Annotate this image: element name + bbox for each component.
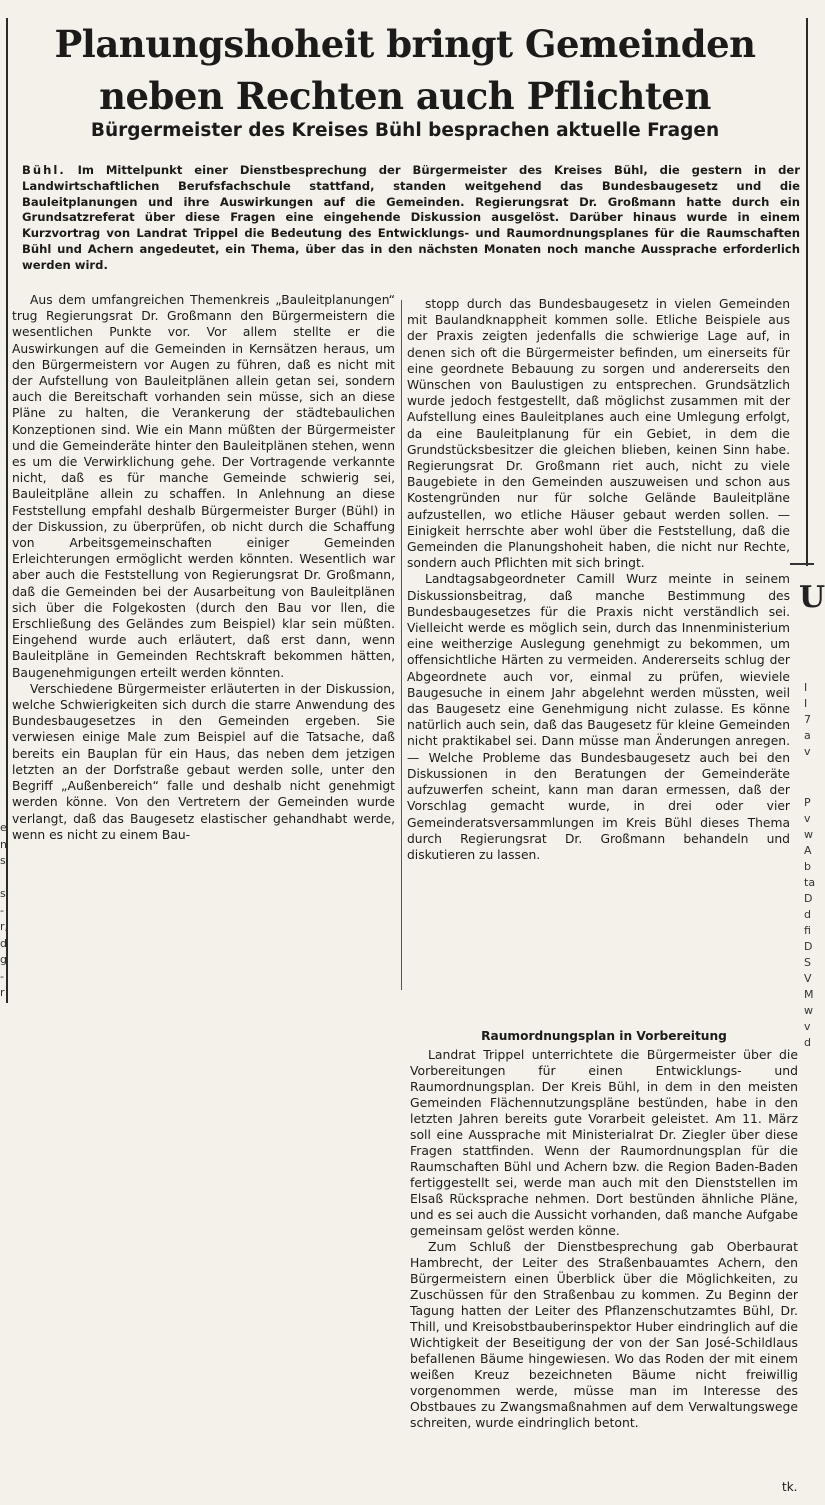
fragment-line: A xyxy=(804,844,812,857)
fragment-line: fi xyxy=(804,924,811,937)
adjacent-article-headline-fragment: U xyxy=(799,580,825,615)
paragraph: Aus dem umfangreichen Themenkreis „Bauleitplanungen“ trug Regierungsrat Dr. Großmann den Bürgermeistern die wesentlichen Punkte vor. Vor allem stellte er die Auswirkungen auf die Gemeinden in Kernsätzen heraus, um den Bürgermeistern vor Augen zu führen, daß es nicht mit der Aufstellung von Bauleitplänen allein getan sei, sondern auch die Bereitschaft vorhanden sein müsse, sich an diese Pläne zu halten, die Verankerung der städtebaulichen Konzeptionen sind. Wie ein Mann müßten der Bürgermeister und die Gemeinderäte hinter den Bauleitplänen stehen, wenn es um die Verwirklichung gehe. Der Vortragende verkannte nicht, daß es für manche Gemeinde schwierig sei, Bauleitpläne allein zu schaffen. In Anlehnung an diese Feststellung empfahl deshalb Bürgermeister Burger (Bühl) in der Diskussion, zu überprüfen, ob nicht durch die Schaffung von Arbeitsgemeinschaften einiger Gemeinden Erleichterungen ermöglicht werden könnten. Wesentlich war aber auch die Feststellung von Regierungsrat Dr. Großmann, daß die Gemeinden bei der Ausarbeitung von Bauleitplänen sich über die Folgekosten (durch den Bau vor llen, die Erschließung des Geländes zum Beispiel) klar sein müßten. Eingehend wurde auch erläutert, daß erst dann, wenn Bauleitpläne in Gemeinden Rechtskraft bekommen hätten, Baugenehmigungen erteilt werden könnten. xyxy=(12,293,395,680)
fragment-line: b xyxy=(804,860,811,873)
adjacent-article-rule xyxy=(790,563,814,565)
article-column-1 xyxy=(12,292,395,843)
fragment-line: S xyxy=(804,956,811,969)
adjacent-article-fragment-right-lower xyxy=(804,795,814,1051)
fragment-line: r xyxy=(0,986,5,999)
fragment-line: v xyxy=(804,745,811,758)
headline-line-2: neben Rechten auch Pflichten xyxy=(99,74,711,118)
subheadline: Bürgermeister des Kreises Bühl besprachen aktuelle Fragen xyxy=(90,120,720,141)
fragment-line: r, xyxy=(0,920,9,933)
fragment-line: v xyxy=(804,1020,811,1033)
column-rule-right xyxy=(806,18,808,566)
fragment-line: e xyxy=(0,821,7,834)
paragraph: stopp durch das Bundesbaugesetz in vielen Gemeinden mit Baulandknappheit kommen solle. Etliche Beispiele aus der Praxis zeigten jedenfalls die schwierige Lage auf, in denen sich oft die Bürgermeister befinden, um einerseits für eine geordnete Bebauung zu sorgen und andererseits den Wünschen von Baulustigen zu entsprechen. Grundsätzlich wurde jedoch festgestellt, daß möglichst zusammen mit der Aufstellung eines Bauleitplanes auch eine Umlegung erfolgt, da eine Bauleitplanung für ein Gebiet, in dem die Grundstücksbesitzer die gleichen blieben, keinen Sinn habe. Regierungsrat Dr. Großmann riet auch, nicht zu viele Baugebiete in den Gemeinden auszuweisen und schon aus Kostengründen nur für solche Gelände Bauleitpläne aufzustellen, wo etliche Häuser gebaut werden sollen. — Einigkeit herrschte aber wohl über die Feststellung, daß die Gemeinden die Planungshoheit haben, die nicht nur Rechte, sondern auch Pflichten mit sich bringt. xyxy=(407,297,790,571)
author-signoff: tk. xyxy=(782,1480,798,1494)
dateline-place: Bühl. xyxy=(22,163,66,177)
fragment-line: a xyxy=(804,729,811,742)
lead-paragraph xyxy=(22,163,800,274)
fragment-line: - xyxy=(0,969,4,983)
column-divider xyxy=(401,300,402,990)
fragment-line: s xyxy=(0,887,6,900)
fragment-line xyxy=(0,870,9,887)
section-subhead: Raumordnungsplan in Vorbereitung xyxy=(481,1029,727,1043)
adjacent-article-fragment-right-upper xyxy=(804,680,814,760)
fragment-line: M xyxy=(804,988,814,1001)
paragraph: Landtagsabgeordneter Camill Wurz meinte in seinem Diskussionsbeitrag, daß manche Bestimmung des Bundesbaugesetzes für die Praxis nicht verständlich sei. Vielleicht werde es möglich sein, durch das Innenministerium eine weitherzige Auslegung genehmigt zu bekommen, um offensichtliche Härten zu vermeiden. Andererseits schlug der Abgeordnete auch vor, einmal zu prüfen, wieviele Baugesuche in einem Jahr abgelehnt werden müssten, weil das Baugesetz eine Genehmigung nicht zulasse. Es könne natürlich auch sein, daß das Baugesetz für kleine Gemeinden nicht praktikabel sei. Dann müsse man Änderungen anregen. — Welche Probleme das Bundesbaugesetz auch bei den Diskussionen in den Beratungen der Gemeinderäte aufzuwerfen scheint, kann man daran ermessen, daß der Vorschlag gemacht wurde, in drei oder vier Gemeinderatsversammlungen im Kreis Bühl dieses Thema durch Regierungsrat Dr. Großmann behandeln und diskutieren zu lassen. xyxy=(407,572,790,862)
fragment-line: g xyxy=(0,953,7,966)
paragraph: Landrat Trippel unterrichtete die Bürgermeister über die Vorbereitungen für einen Entwicklungs- und Raumordnungsplan. Der Kreis Bühl, in dem in den meisten Gemeinden Flächennutzungspläne bestünden, habe in den letzten Jahren bereits gute Vorarbeit geleistet. Am 11. März soll eine Aussprache mit Ministerialrat Dr. Ziegler über diese Fragen stattfinden. Wenn der Raumordnungsplan für die Raumschaften Bühl und Achern bzw. die Region Baden-Baden fertiggestellt sei, werde man auch mit den Dienststellen im Elsaß Rücksprache nehmen. Dort bestünden ähnliche Pläne, und es sei auch die Aussicht vorhanden, daß manche Aufgabe gemeinsam gelöst werden könne. xyxy=(410,1047,798,1238)
lead-text: Im Mittelpunkt einer Dienstbesprechung der Bürgermeister des Kreises Bühl, die gestern in der Landwirtschaftlichen Berufsfachschule stattfand, standen weitgehend das Bundesbaugesetz und die Bauleitplanungen und ihre Auswirkungen auf die Gemeinden. Regierungsrat Dr. Großmann hatte durch ein Grundsatzreferat über diese Fragen eine eingehende Diskussion ausgelöst. Darüber hinaus wurde in einem Kurzvortrag von Landrat Trippel die Bedeutung des Entwicklungs- und Raumordnungsplanes für die Raumschaften Bühl und Achern angedeutet, ein Thema, über das in den nächsten Monaten noch manche Aussprache erforderlich werden wird. xyxy=(22,163,800,272)
fragment-line: ta xyxy=(804,876,816,889)
fragment-line: I xyxy=(804,697,808,710)
fragment-line: n xyxy=(0,837,7,851)
fragment-line: d xyxy=(0,936,7,950)
paragraph: Zum Schluß der Dienstbesprechung gab Oberbaurat Hambrecht, der Leiter des Straßenbauamtes Achern, den Bürgermeistern einen Überblick über die Möglichkeiten, zu Zuschüssen für den Straßenbau zu kommen. Zu Beginn der Tagung hatten der Leiter des Pflanzenschutzamtes Bühl, Dr. Thill, und Kreisobstbauberinspektor Huber eindringlich auf die Wichtigkeit der Beseitigung der von der San José-Schildlaus befallenen Bäume hingewiesen. Wo das Roden der mit einem weißen Kreuz bezeichneten Bäume nicht freiwillig vorgenommen werde, müsse man im Interesse des Obstbaues zu Zwangsmaßnahmen auf dem Verwaltungswege schreiten, wurde eindringlich betont. xyxy=(410,1239,798,1430)
fragment-line: D xyxy=(804,892,813,905)
fragment-line: 7 xyxy=(804,713,811,726)
fragment-line: D xyxy=(804,940,813,953)
article-column-3 xyxy=(410,1028,798,1431)
adjacent-article-fragment-left xyxy=(0,820,9,1002)
fragment-line: d xyxy=(804,1036,811,1049)
fragment-line: - xyxy=(0,903,4,917)
fragment-line: w xyxy=(804,828,813,841)
fragment-line: P xyxy=(804,796,811,809)
article-column-2 xyxy=(407,296,790,863)
fragment-line: I xyxy=(804,681,808,694)
headline-line-1: Planungshoheit bringt Gemeinden xyxy=(54,22,756,66)
fragment-line: d xyxy=(804,908,811,921)
fragment-line: s xyxy=(0,854,6,867)
fragment-line: w xyxy=(804,1004,813,1017)
fragment-line: V xyxy=(804,972,812,985)
paragraph: Verschiedene Bürgermeister erläuterten in der Diskussion, welche Schwierigkeiten sich durch die starre Anwendung des Bundesbaugesetzes in den Gemeinden ergeben. Sie verwiesen einige Male zum Beispiel auf die Tatsache, daß bereits ein Bauplan für ein Haus, das neben dem jetzigen letzten an der Dorfstraße gebaut werden solle, unter den Begriff „Außenbereich“ falle und deshalb nicht genehmigt werden könne. Von den Vertretern der Gemeinden wurde verlangt, daß das Baugesetz elastischer gehandhabt werde, wenn es nicht zu einem Bau- xyxy=(12,681,395,842)
fragment-line: v xyxy=(804,812,811,825)
